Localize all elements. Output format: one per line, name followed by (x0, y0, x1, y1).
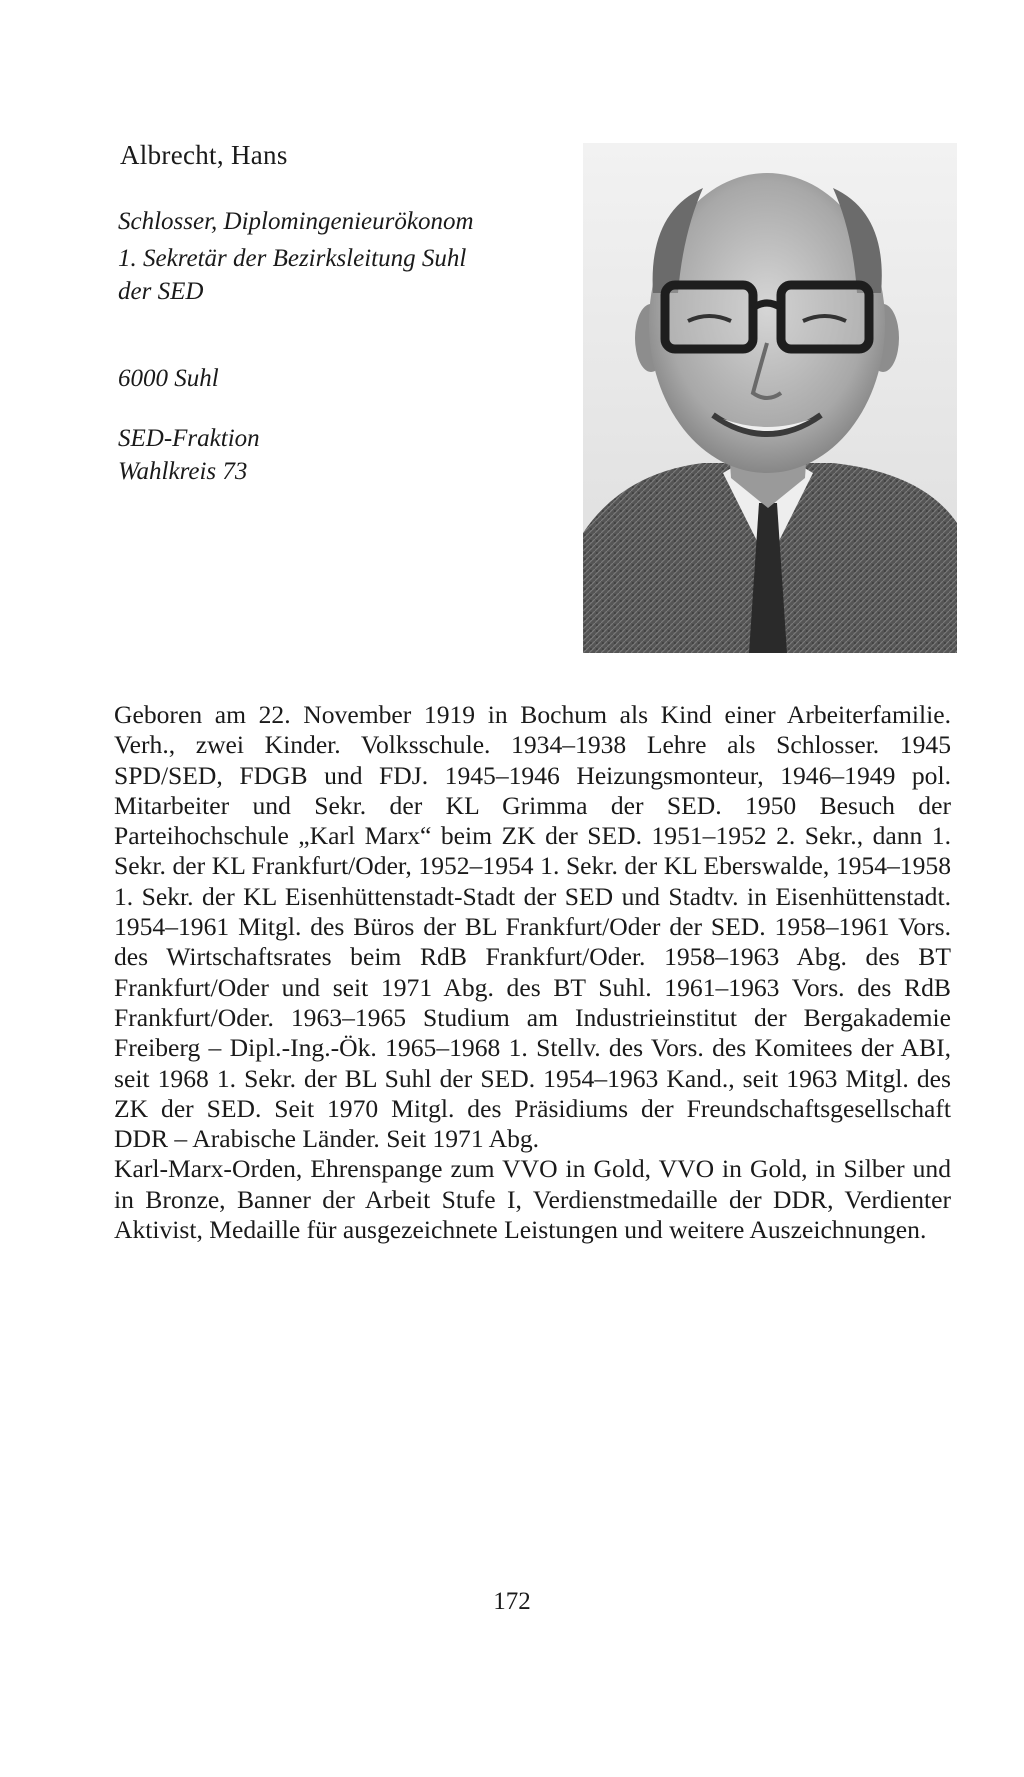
biography-text: Geboren am 22. November 1919 in Bochum als Kind einer Arbeiterfamilie. Verh., zwei Kinder. Volksschule. 1934–1938 Lehre als Schlosser. 1945 SPD/SED, FDGB und FDJ. 1945–1946 Heizungsmonteur, 1946–1949 pol. Mitarbeiter und Sekr. der KL Grimma der SED. 1950 Besuch der Parteihochschule „Karl Marx“ beim ZK der SED. 1951–1952 2. Sekr., dann 1. Sekr. der KL Frankfurt/Oder, 1952–1954 1. Sekr. der KL Eberswalde, 1954–1958 1. Sekr. der KL Eisenhüttenstadt-Stadt der SED und Stadtv. in Eisenhüttenstadt. 1954–1961 Mitgl. des Büros der BL Frankfurt/Oder der SED. 1958–1961 Vors. des Wirtschaftsrates beim RdB Frankfurt/Oder. 1958–1963 Abg. des BT Frankfurt/Oder und seit 1971 Abg. des BT Suhl. 1961–1963 Vors. des RdB Frankfurt/Oder. 1963–1965 Studium am Industrieinstitut der Bergakademie Freiberg – Dipl.-Ing.-Ök. 1965–1968 1. Stellv. des Vors. des Komitees der ABI, seit 1968 1. Sekr. der BL Suhl der SED. 1954–1963 Kand., seit 1963 Mitgl. des ZK der SED. Seit 1970 Mitgl. des Präsidiums der Freundschaftsgesellschaft DDR – Arabische Länder. Seit 1971 Abg. (114, 700, 951, 1154)
page-number: 172 (493, 1588, 531, 1615)
political-position (118, 242, 538, 308)
city: 6000 Suhl (118, 365, 219, 392)
faction-constituency (118, 422, 260, 488)
person-name: Albrecht, Hans (120, 140, 288, 170)
awards-text: Karl-Marx-Orden, Ehrenspange zum VVO in Gold, VVO in Gold, in Silber und in Bronze, Banner der Arbeit Stufe I, Verdienstmedaille der DDR, Verdienter Aktivist, Medaille für ausgezeichnete Leistungen und weitere Auszeichnungen. (114, 1154, 951, 1245)
biography (114, 700, 951, 1245)
portrait-photo (583, 143, 957, 653)
constituency: Wahlkreis 73 (118, 458, 248, 485)
position-line-1: 1. Sekretär der Bezirksleitung Suhl (118, 245, 467, 272)
position-line-2: der SED (118, 278, 204, 305)
faction: SED-Fraktion (118, 425, 260, 452)
occupation: Schlosser, Diplomingenieurökonom (118, 208, 474, 235)
